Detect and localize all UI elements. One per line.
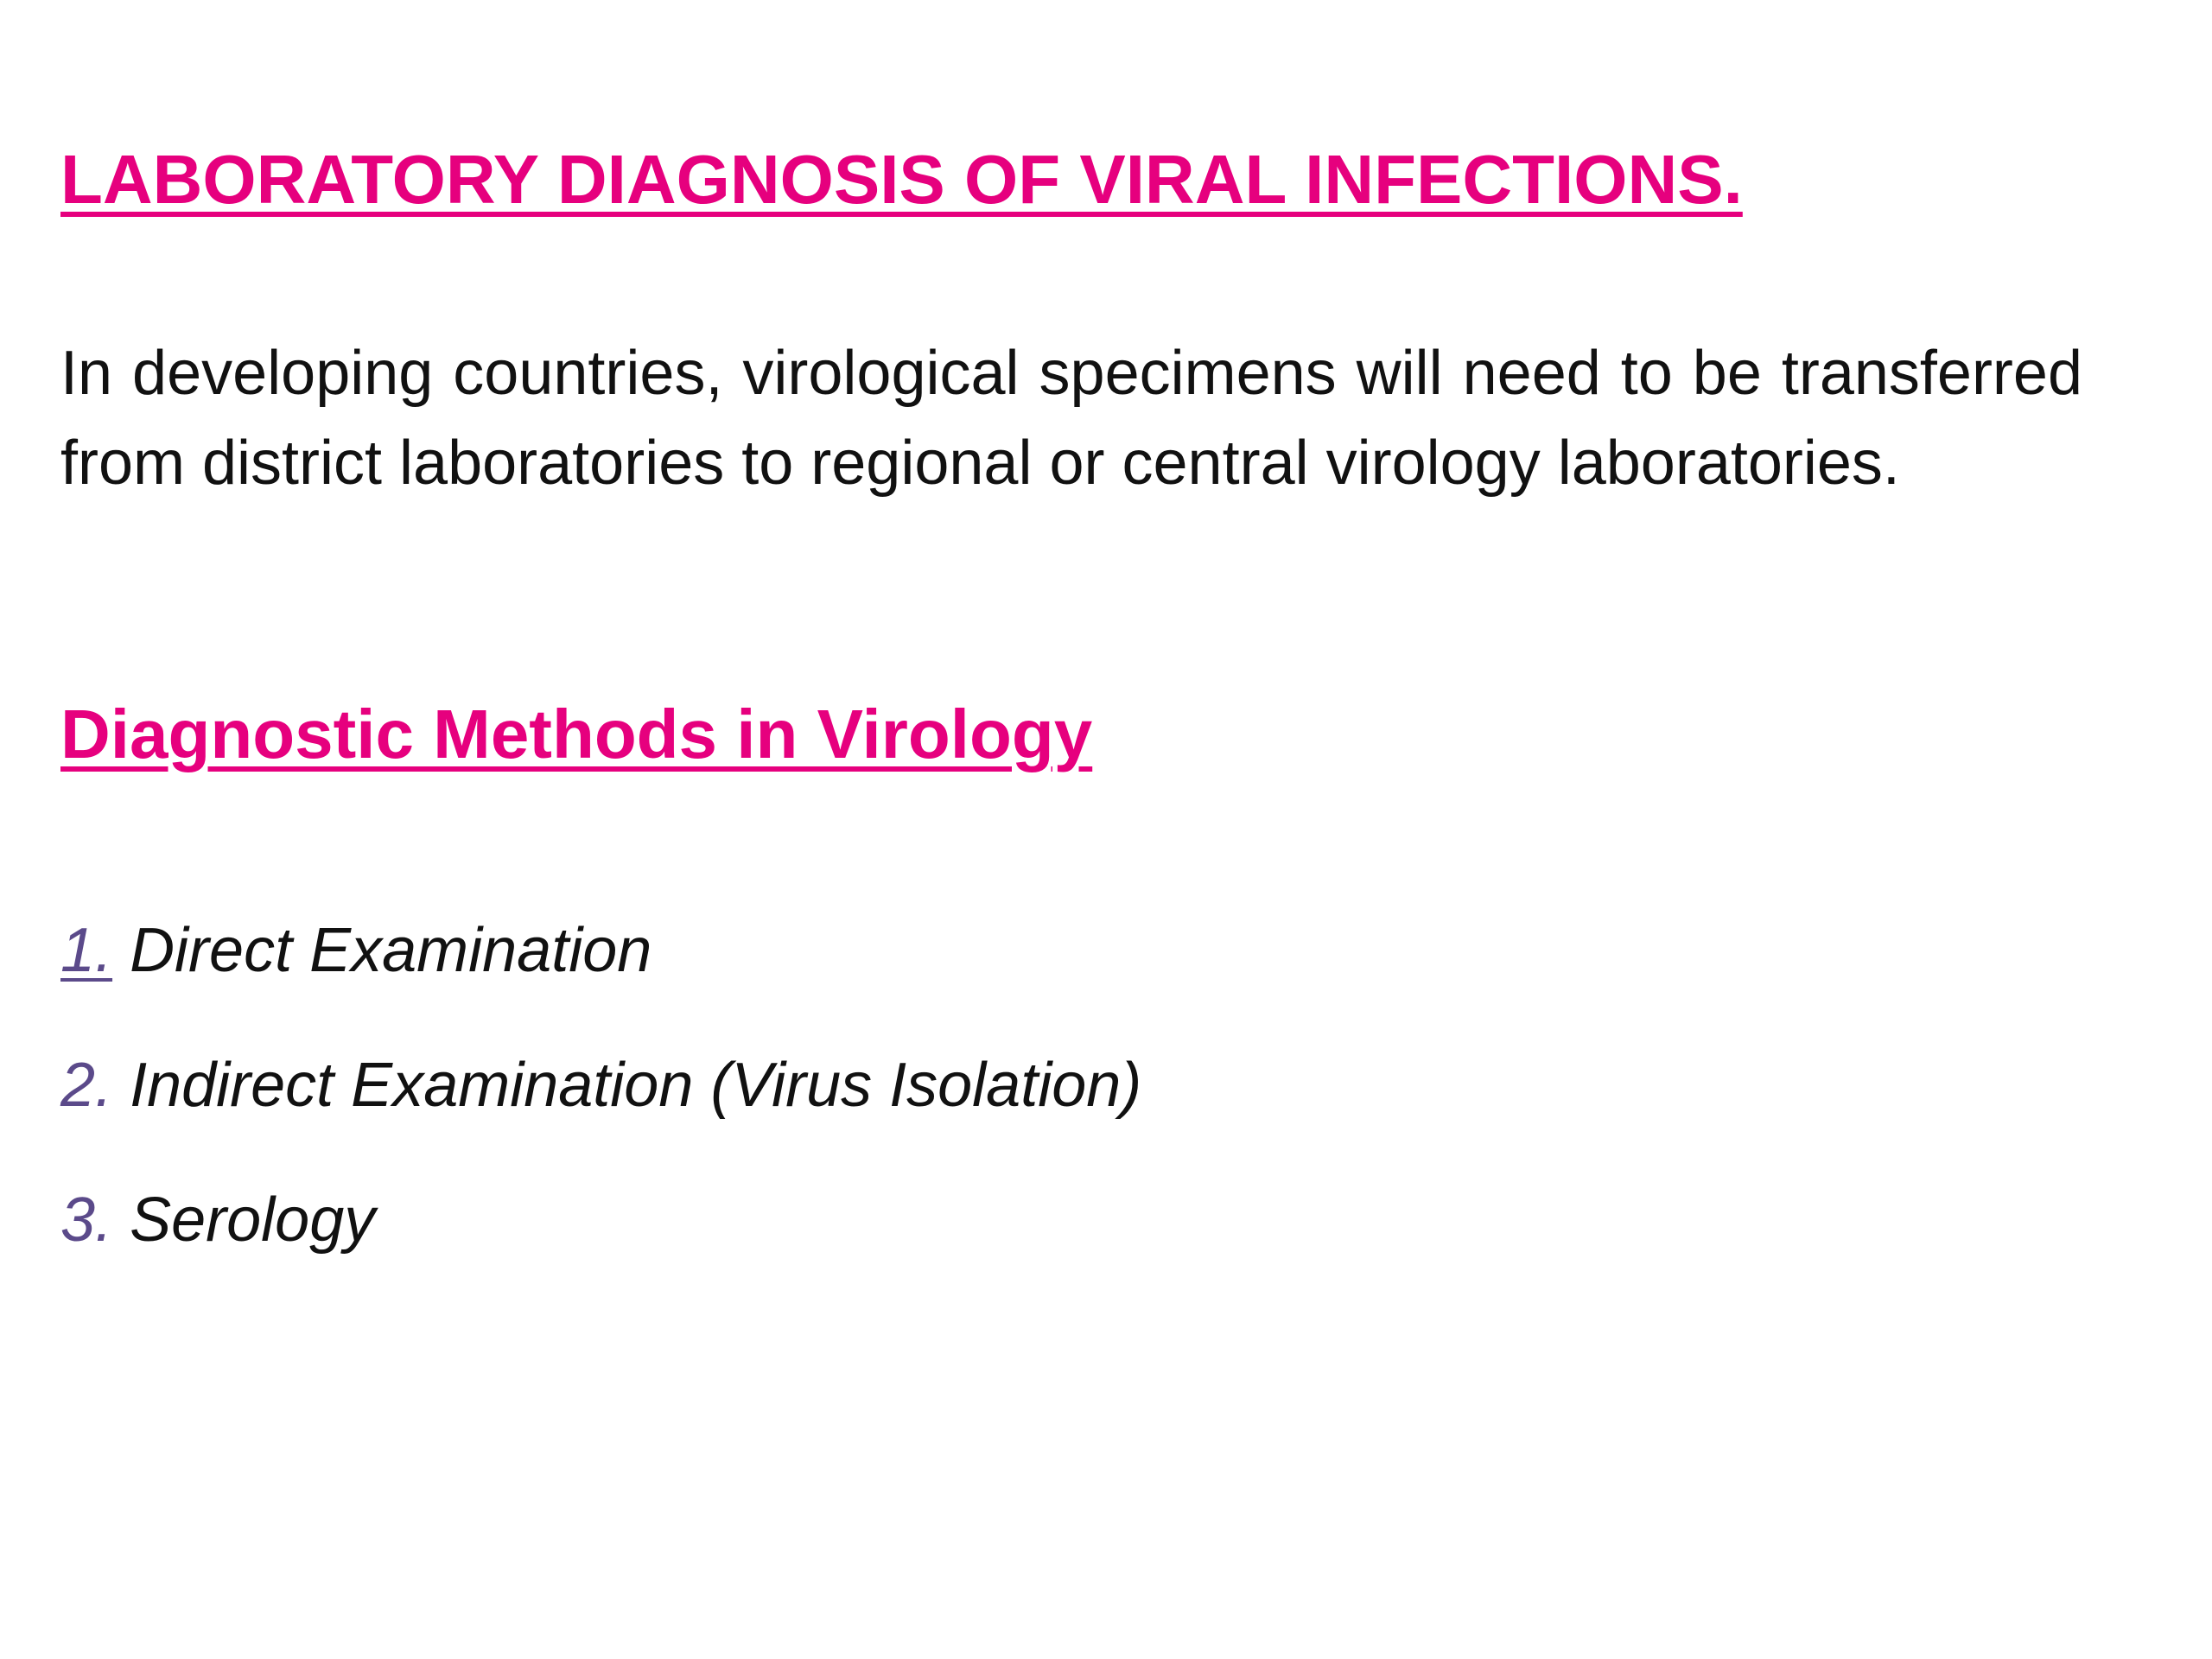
method-number: 2. bbox=[60, 1051, 113, 1120]
method-item-direct-examination bbox=[60, 906, 1141, 995]
method-item-serology bbox=[60, 1175, 1141, 1265]
method-text: Indirect Examination (Virus Isolation) bbox=[130, 1051, 1142, 1120]
methods-list bbox=[60, 906, 1141, 1310]
method-item-indirect-examination bbox=[60, 1040, 1141, 1130]
intro-paragraph: In developing countries, virological specimens will need to be transferred from district laboratories to regional or central virology laboratories. bbox=[60, 339, 2082, 498]
method-number: 1. bbox=[60, 916, 113, 985]
method-text: Serology bbox=[130, 1185, 376, 1255]
method-text: Direct Examination bbox=[130, 916, 652, 985]
section-subtitle: Diagnostic Methods in Virology bbox=[60, 696, 1093, 772]
slide-title: LABORATORY DIAGNOSIS OF VIRAL INFECTIONS. bbox=[60, 141, 1743, 218]
method-number: 3. bbox=[60, 1185, 113, 1255]
